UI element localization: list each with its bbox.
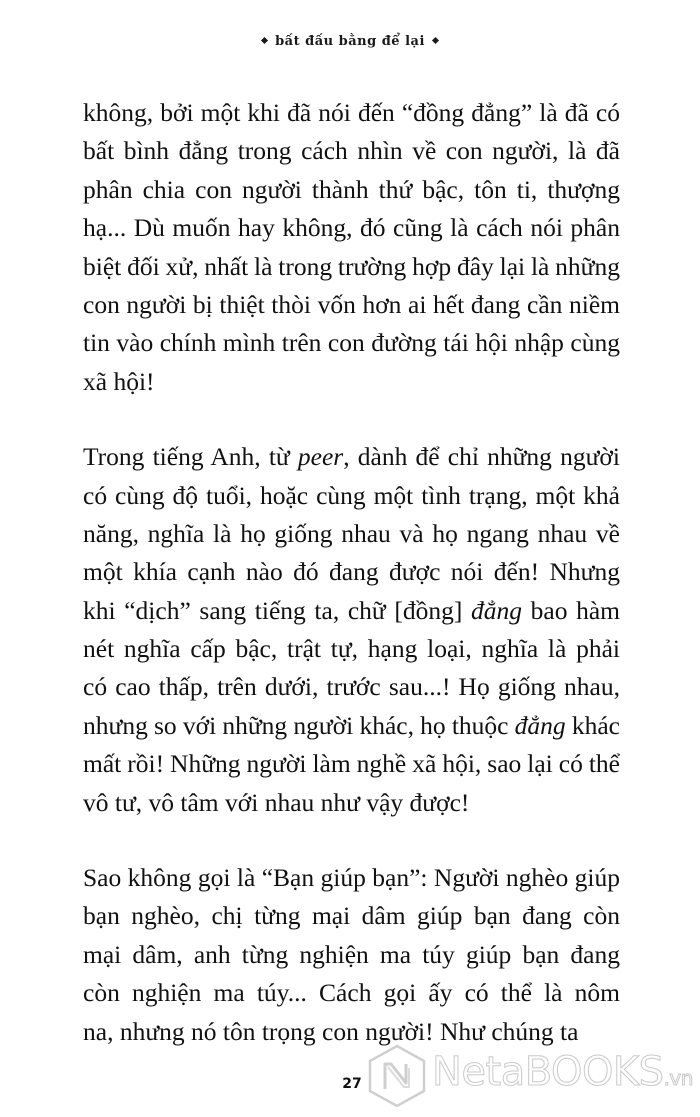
running-head <box>0 34 700 49</box>
paragraph <box>83 94 620 401</box>
text-line: một khía cạnh nào đó đang được nói đến! Nhưng <box>83 557 620 587</box>
text-segment: bao hàm <box>522 595 621 625</box>
text-segment: khi “dịch” sang tiếng ta, chữ [đồng] <box>83 595 471 625</box>
text-line: nét nghĩa cấp bậc, trật tự, hạng loại, nghĩa là phải <box>83 634 620 664</box>
text-line: bạn nghèo, chị từng mại dâm giúp bạn đang còn <box>83 901 620 931</box>
page-number: 27 <box>342 1076 362 1092</box>
watermark-suffix: .vn <box>663 1066 693 1090</box>
watermark <box>366 1043 696 1109</box>
italic-term: đẳng <box>471 595 522 625</box>
text-segment: nhưng so với những người khác, họ thuộc <box>83 710 515 740</box>
text-line: hạ... Dù muốn hay không, đó cũng là cách nói phân <box>83 213 620 243</box>
watermark-brand: NetaBOOKS <box>432 1049 664 1095</box>
text-line: bất bình đẳng trong cách nhìn về con người, là đã <box>83 136 620 166</box>
text-line: na, nhưng nó tôn trọng con người! Như chúng ta <box>83 1016 579 1046</box>
text-line: còn nghiện ma túy... Cách gọi ấy có thể là nôm <box>83 978 620 1008</box>
text-line: không, bởi một khi đã nói đến “đồng đẳng” là đã có <box>83 98 620 127</box>
text-line <box>83 707 620 745</box>
netabooks-logo-icon <box>366 1043 428 1109</box>
text-line: có cao thấp, trên dưới, trước sau...! Họ giống nhau, <box>83 672 620 702</box>
text-segment: khác <box>565 710 620 740</box>
text-line <box>83 592 620 630</box>
text-line: vô tư, vô tâm với nhau như vậy được! <box>83 787 470 817</box>
text-segment: Trong tiếng Anh, từ <box>83 442 298 472</box>
text-line: mất rồi! Những người làm nghề xã hội, sao lại có thể <box>83 749 620 779</box>
running-head-title: bất đấu bằng để lại <box>275 34 425 49</box>
body-text <box>83 94 620 1051</box>
diamond-bullet-icon <box>432 37 439 44</box>
paragraph <box>83 438 620 822</box>
watermark-text <box>432 1049 693 1095</box>
text-line: mại dâm, anh từng nghiện ma túy giúp bạn đang <box>83 939 620 969</box>
text-line <box>83 438 620 476</box>
text-line: phân chia con người thành thứ bậc, tôn ti, thượng <box>83 174 620 204</box>
paragraph <box>83 859 620 1051</box>
text-line: xã hội! <box>83 366 155 396</box>
text-line: con người bị thiệt thòi vốn hơn ai hết đang cần niềm <box>83 289 620 319</box>
text-line: có cùng độ tuổi, hoặc cùng một tình trạng, một khả <box>83 480 620 510</box>
diamond-bullet-icon <box>261 37 268 44</box>
italic-term: đẳng <box>514 710 566 740</box>
text-line: năng, nghĩa là họ giống nhau và họ ngang nhau về <box>83 518 620 548</box>
text-line: tin vào chính mình trên con đường tái hội nhập cùng <box>83 328 620 358</box>
italic-term: peer <box>297 442 344 472</box>
text-line: biệt đối xử, nhất là trong trường hợp đây lại là những <box>83 251 620 281</box>
text-line: Sao không gọi là “Bạn giúp bạn”: Người nghèo giúp <box>83 863 620 893</box>
text-segment: , dành để chỉ những người <box>343 442 621 472</box>
